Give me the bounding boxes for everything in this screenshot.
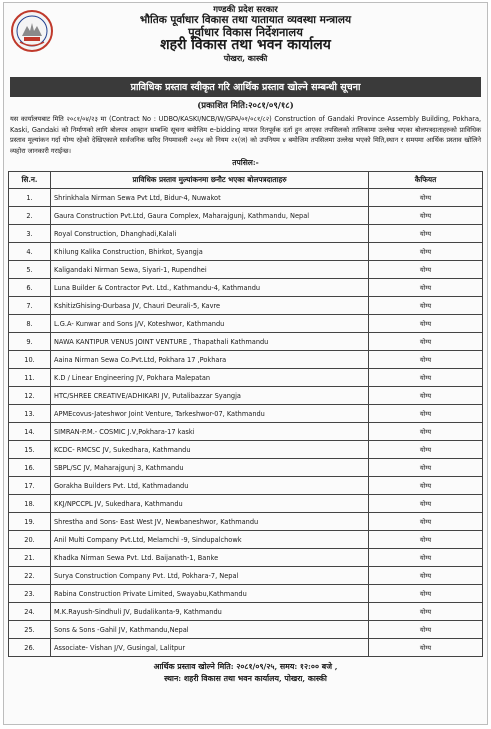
table-row: [9, 207, 483, 225]
column-header-sn: सि.न.: [9, 172, 51, 189]
row-remarks: योग्य: [369, 585, 483, 603]
row-serial: 24.: [9, 603, 51, 621]
row-remarks: योग्य: [369, 225, 483, 243]
table-row: [9, 549, 483, 567]
table-header-row: [9, 172, 483, 189]
opening-venue: स्थान: शहरी विकास तथा भवन कार्यालय, पोखरा, कास्की: [164, 674, 327, 683]
column-header-bidder: प्राविधिक प्रस्ताव मुल्यांकनमा छनौट भएका बोलपत्रदाताहरु: [51, 172, 369, 189]
row-bidder-name: K.D / Linear Engineering JV, Pokhara Malepatan: [51, 369, 369, 387]
row-remarks: योग्य: [369, 459, 483, 477]
column-header-remarks: कैफियत: [369, 172, 483, 189]
row-serial: 15.: [9, 441, 51, 459]
row-bidder-name: Khadka Nirman Sewa Pvt. Ltd. Baijanath-1, Banke: [51, 549, 369, 567]
row-serial: 18.: [9, 495, 51, 513]
row-remarks: योग्य: [369, 549, 483, 567]
row-serial: 8.: [9, 315, 51, 333]
header-line-province: गण्डकी प्रदेश सरकार: [213, 5, 278, 15]
table-row: [9, 189, 483, 207]
row-serial: 17.: [9, 477, 51, 495]
row-bidder-name: M.K.Rayush-Sindhuli JV, Budalikanta-9, Kathmandu: [51, 603, 369, 621]
row-remarks: योग्य: [369, 351, 483, 369]
table-row: [9, 387, 483, 405]
row-serial: 22.: [9, 567, 51, 585]
nepal-government-emblem-icon: [10, 9, 54, 53]
header-line-office: शहरी विकास तथा भवन कार्यालय: [160, 37, 331, 53]
row-bidder-name: Shrinkhala Nirman Sewa Pvt Ltd, Bidur-4, Nuwakot: [51, 189, 369, 207]
row-remarks: योग्य: [369, 513, 483, 531]
bidder-table: [8, 171, 483, 657]
row-remarks: योग्य: [369, 441, 483, 459]
table-row: [9, 315, 483, 333]
row-remarks: योग्य: [369, 621, 483, 639]
row-remarks: योग्य: [369, 387, 483, 405]
row-serial: 23.: [9, 585, 51, 603]
row-serial: 21.: [9, 549, 51, 567]
row-remarks: योग्य: [369, 477, 483, 495]
table-row: [9, 225, 483, 243]
table-row: [9, 369, 483, 387]
row-remarks: योग्य: [369, 279, 483, 297]
row-bidder-name: Aaina Nirman Sewa Co.Pvt.Ltd, Pokhara 17 ,Pokhara: [51, 351, 369, 369]
row-bidder-name: KKJ/NPCCPL JV, Sukedhara, Kathmandu: [51, 495, 369, 513]
table-row: [9, 567, 483, 585]
table-row: [9, 351, 483, 369]
row-serial: 6.: [9, 279, 51, 297]
row-serial: 14.: [9, 423, 51, 441]
row-remarks: योग्य: [369, 567, 483, 585]
row-serial: 11.: [9, 369, 51, 387]
row-remarks: योग्य: [369, 495, 483, 513]
row-bidder-name: NAWA KANTIPUR VENUS JOINT VENTURE , Thapathali Kathmandu: [51, 333, 369, 351]
row-serial: 16.: [9, 459, 51, 477]
table-row: [9, 603, 483, 621]
row-bidder-name: SBPL/SC JV, Maharajgunj 3, Kathmandu: [51, 459, 369, 477]
row-serial: 25.: [9, 621, 51, 639]
row-bidder-name: Kaligandaki Nirman Sewa, Siyari-1, Rupendhei: [51, 261, 369, 279]
notice-title-banner: प्राविधिक प्रस्ताव स्वीकृत गरि आर्थिक प्रस्ताव खोल्ने सम्बन्धी सूचना: [10, 77, 481, 97]
notice-paragraph: यस कार्यालयबाट मिति २०८१/०४/२३ मा (Contract No : UDBO/KASKI/NCB/W/GPA/०१/०८१/८२) Construction of Gandaki Province Assembly Building, Pokhara, Kaski, Gandaki को निर्माणको लागि बोलपत्र आव्हान सम्बन्धि सूचना बमोजिम e-bidding माफत रितपूर्वक दर्ता हुन आएका तपसिलको तालिकामा उल्लेख भएका बोलपत्रदाताहरुको प्राविधिक प्रस्ताव मूल्यांकन गर्दा योग्य रहेको देखिएकाले सार्वजनिक खरिद नियमावली २०६४ को नियम २१(ज) को उपनियम ४ बमोजिम तपसिलमा उल्लेख भएको मिति,स्थान र समयमा आर्थिक प्रस्ताव खोलिने व्यहोरा जानकारी गराईन्छ।: [10, 115, 481, 155]
row-remarks: योग्य: [369, 531, 483, 549]
row-remarks: योग्य: [369, 603, 483, 621]
row-bidder-name: Gaura Construction Pvt.Ltd, Gaura Complex, Maharajgunj, Kathmandu, Nepal: [51, 207, 369, 225]
row-bidder-name: Anil Multi Company Pvt.Ltd, Melamchi -9, Sindupalchowk: [51, 531, 369, 549]
row-serial: 5.: [9, 261, 51, 279]
table-row: [9, 495, 483, 513]
table-row: [9, 459, 483, 477]
row-serial: 26.: [9, 639, 51, 657]
row-remarks: योग्य: [369, 243, 483, 261]
details-label: तपसिल:-: [232, 158, 259, 167]
row-serial: 3.: [9, 225, 51, 243]
row-remarks: योग्य: [369, 369, 483, 387]
row-bidder-name: L.G.A- Kunwar and Sons J/V, Koteshwor, Kathmandu: [51, 315, 369, 333]
row-remarks: योग्य: [369, 423, 483, 441]
row-serial: 2.: [9, 207, 51, 225]
table-row: [9, 441, 483, 459]
table-row: [9, 621, 483, 639]
row-bidder-name: Surya Construction Company Pvt. Ltd, Pokhara-7, Nepal: [51, 567, 369, 585]
header-line-ministry: भौतिक पूर्वाधार विकास तथा यातायात व्यवस्था मन्त्रालय: [139, 13, 352, 26]
row-bidder-name: KshitizGhising-Durbasa JV, Chauri Deurali-5, Kavre: [51, 297, 369, 315]
row-bidder-name: Khilung Kalika Construction, Bhirkot, Syangja: [51, 243, 369, 261]
table-row: [9, 333, 483, 351]
row-bidder-name: SIMRAN-P.M.- COSMIC J.V,Pokhara-17 kaski: [51, 423, 369, 441]
row-bidder-name: Shrestha and Sons- East West JV, Newbaneshwor, Kathmandu: [51, 513, 369, 531]
row-remarks: योग्य: [369, 405, 483, 423]
row-remarks: योग्य: [369, 639, 483, 657]
row-serial: 19.: [9, 513, 51, 531]
row-bidder-name: Rabina Construction Private Limited, Swayabu,Kathmandu: [51, 585, 369, 603]
row-bidder-name: APMEcovus-Jateshwor Joint Venture, Tarkeshwor-07, Kathmandu: [51, 405, 369, 423]
table-row: [9, 243, 483, 261]
table-row: [9, 585, 483, 603]
row-remarks: योग्य: [369, 261, 483, 279]
table-row: [9, 531, 483, 549]
table-row: [9, 513, 483, 531]
table-row: [9, 639, 483, 657]
row-bidder-name: Royal Construction, Dhanghadi,Kalali: [51, 225, 369, 243]
table-row: [9, 297, 483, 315]
row-serial: 10.: [9, 351, 51, 369]
notice-document: [3, 2, 488, 725]
row-bidder-name: Associate- Vishan J/V, Gusingal, Lalitpur: [51, 639, 369, 657]
row-bidder-name: HTC/SHREE CREATIVE/ADHIKARI JV, Putalibazzar Syangja: [51, 387, 369, 405]
row-serial: 7.: [9, 297, 51, 315]
row-bidder-name: Luna Builder & Contractor Pvt. Ltd., Kathmandu-4, Kathmandu: [51, 279, 369, 297]
row-serial: 13.: [9, 405, 51, 423]
row-serial: 4.: [9, 243, 51, 261]
table-row: [9, 405, 483, 423]
row-bidder-name: Gorakha Builders Pvt. Ltd, Kathmadandu: [51, 477, 369, 495]
header-line-directorate: पूर्वाधार विकास निर्देशनालय: [188, 24, 303, 39]
header-line-location: पोखरा, कास्की: [223, 52, 268, 63]
row-serial: 1.: [9, 189, 51, 207]
row-bidder-name: KCDC- RMCSC JV, Sukedhara, Kathmandu: [51, 441, 369, 459]
opening-info: [4, 661, 487, 685]
row-remarks: योग्य: [369, 315, 483, 333]
row-serial: 12.: [9, 387, 51, 405]
row-remarks: योग्य: [369, 189, 483, 207]
table-row: [9, 423, 483, 441]
row-remarks: योग्य: [369, 333, 483, 351]
row-bidder-name: Sons & Sons -Gahil JV, Kathmandu,Nepal: [51, 621, 369, 639]
table-row: [9, 477, 483, 495]
table-row: [9, 279, 483, 297]
row-serial: 9.: [9, 333, 51, 351]
table-row: [9, 261, 483, 279]
letterhead: [4, 3, 487, 75]
opening-date-time: आर्थिक प्रस्ताव खोल्ने मिति: २०८१/०९/२५, समय: १२:०० बजे ,: [153, 662, 338, 671]
row-remarks: योग्य: [369, 297, 483, 315]
published-date: (प्रकाशित मिति:२०८१/०९/१८): [197, 101, 294, 111]
row-remarks: योग्य: [369, 207, 483, 225]
row-serial: 20.: [9, 531, 51, 549]
